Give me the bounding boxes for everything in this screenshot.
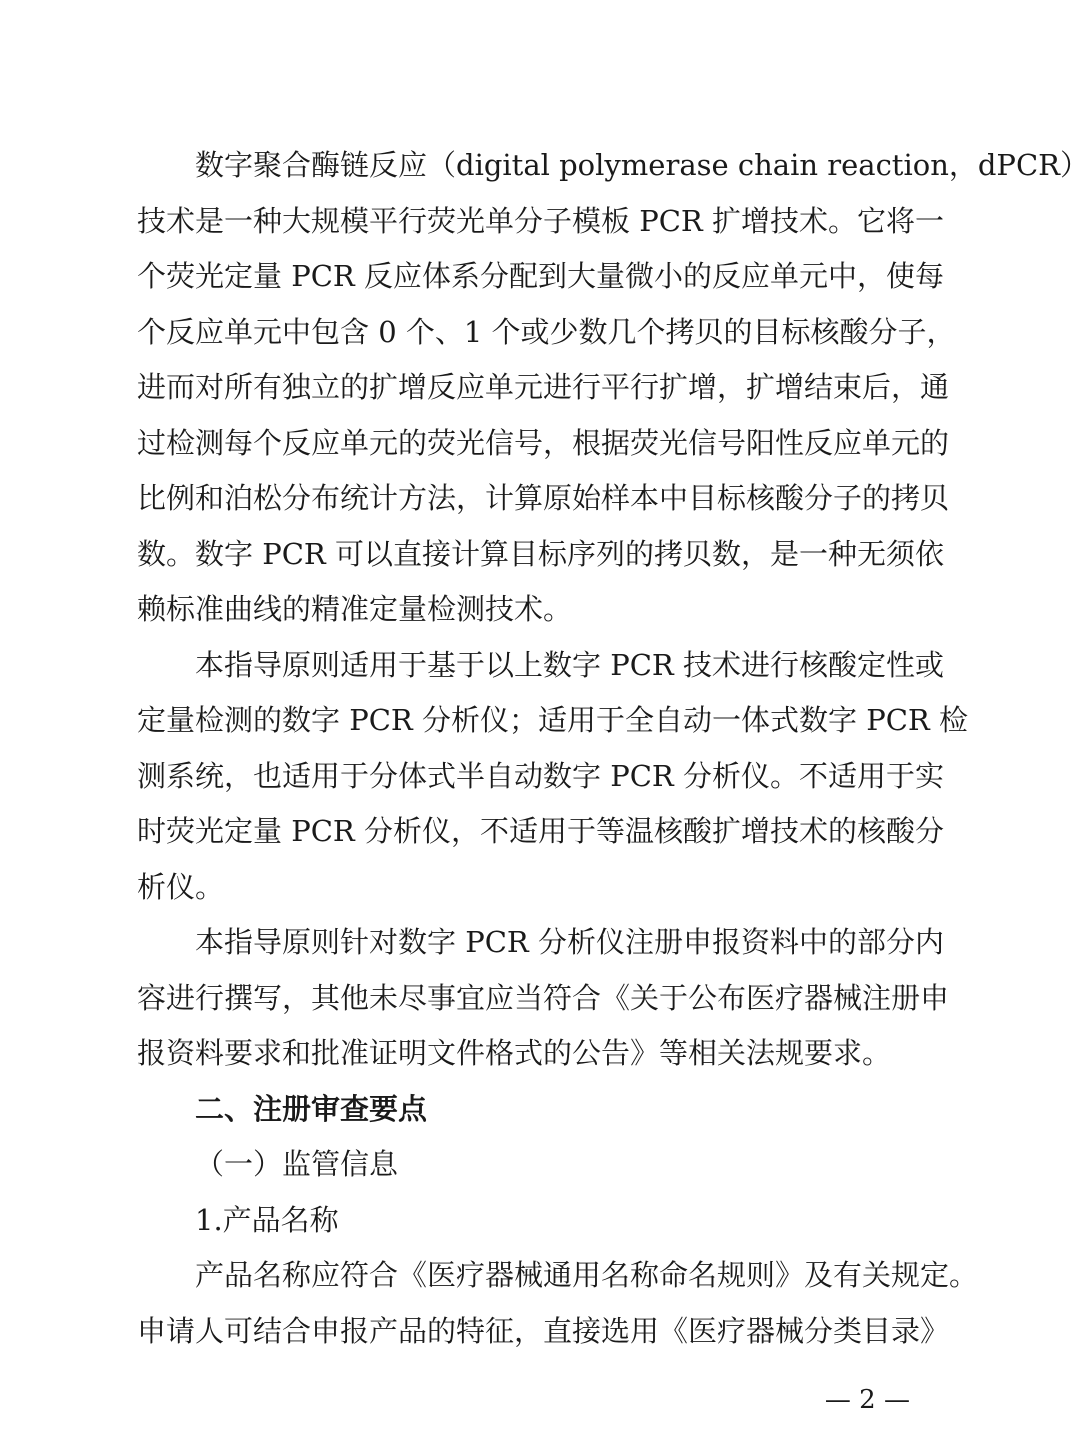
paragraph-line: 时荧光定量 PCR 分析仪，不适用于等温核酸扩增技术的核酸分 (137, 814, 944, 848)
section-heading: 二、注册审查要点 (195, 1091, 428, 1126)
paragraph-line: 容进行撰写，其他未尽事宜应当符合《关于公布医疗器械注册申 (137, 980, 950, 1015)
paragraph-line: 申请人可结合申报产品的特征，直接选用《医疗器械分类目录》 (137, 1313, 950, 1348)
paragraph-line: 个反应单元中包含 0 个、1 个或少数几个拷贝的目标核酸分子， (137, 314, 956, 349)
paragraph-line: 析仪。 (137, 869, 225, 904)
paragraph-line: 本指导原则适用于基于以上数字 PCR 技术进行核酸定性或 (195, 647, 944, 682)
paragraph-line: 本指导原则针对数字 PCR 分析仪注册申报资料中的部分内 (195, 925, 944, 959)
subsection-heading: （一）监管信息 (195, 1147, 399, 1181)
paragraph-line: 报资料要求和批准证明文件格式的公告》等相关法规要求。 (137, 1036, 892, 1070)
page-number: — 2 — (824, 1385, 910, 1415)
paragraph-scope (137, 638, 968, 916)
item-heading: 1.产品名称 (195, 1202, 339, 1237)
paragraph-line: 定量检测的数字 PCR 分析仪；适用于全自动一体式数字 PCR 检 (137, 703, 968, 737)
paragraph-line: 个荧光定量 PCR 反应体系分配到大量微小的反应单元中，使每 (137, 259, 944, 293)
paragraph-registration-materials (137, 915, 950, 1082)
paragraph-line: 技术是一种大规模平行荧光单分子模板 PCR 扩增技术。它将一 (137, 203, 944, 238)
paragraph-line: 过检测每个反应单元的荧光信号，根据荧光信号阳性反应单元的 (137, 425, 950, 460)
paragraph-line: 数字聚合酶链反应（digital polymerase chain reaction，dPCR） (195, 148, 1089, 182)
paragraph-line: 进而对所有独立的扩增反应单元进行平行扩增，扩增结束后，通 (137, 370, 950, 404)
paragraph-dpcr-definition (137, 138, 1089, 638)
document-body (137, 138, 1089, 1359)
paragraph-line: 测系统，也适用于分体式半自动数字 PCR 分析仪。不适用于实 (137, 758, 944, 793)
paragraph-line: 比例和泊松分布统计方法，计算原始样本中目标核酸分子的拷贝 (137, 481, 950, 515)
paragraph-line: 赖标准曲线的精准定量检测技术。 (137, 592, 573, 626)
paragraph-line: 数。数字 PCR 可以直接计算目标序列的拷贝数，是一种无须依 (137, 536, 944, 571)
paragraph-line: 产品名称应符合《医疗器械通用名称命名规则》及有关规定。 (195, 1258, 979, 1292)
paragraph-product-name (137, 1248, 979, 1359)
